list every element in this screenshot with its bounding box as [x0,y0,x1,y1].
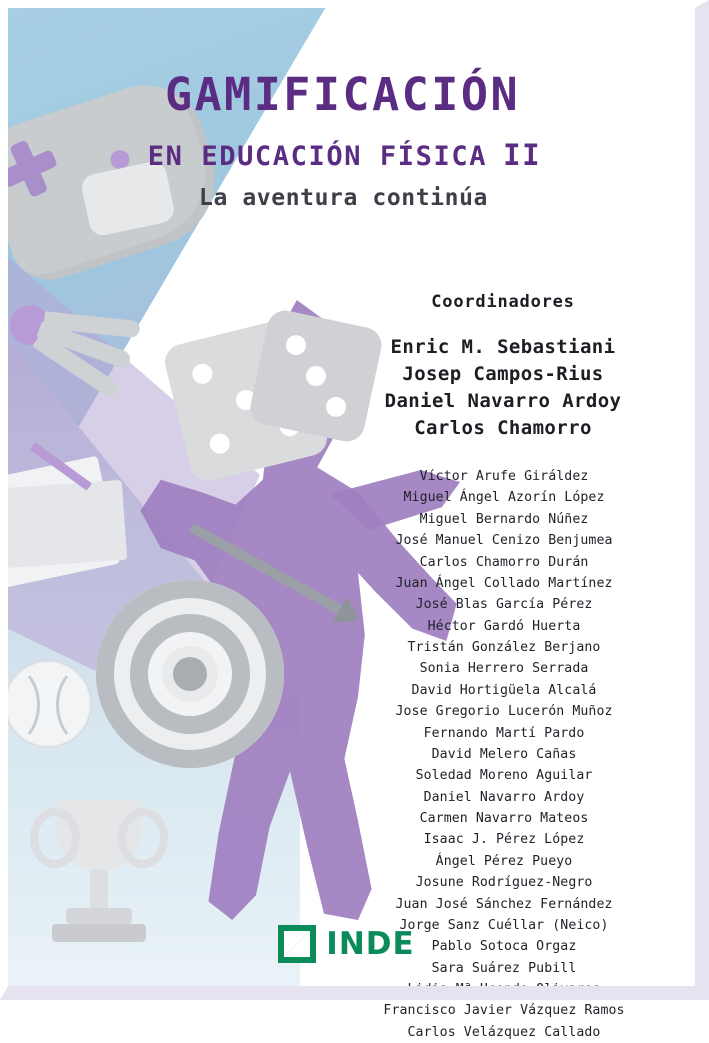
author-name: Francisco Javier Vázquez Ramos [383,1003,625,1019]
author-name: Miguel Ángel Azorín López [403,490,605,506]
author-name: Juan Ángel Collado Martínez [395,575,613,591]
coordinator-name: Daniel Navarro Ardoy [384,389,622,412]
author-name: Daniel Navarro Ardoy [423,789,585,805]
author-name: Carlos Chamorro Durán [419,554,589,570]
author-name: Víctor Arufe Giráldez [419,469,589,484]
coordinator-name: Josep Campos-Rius [402,362,604,385]
publisher-logo [0,925,709,963]
book-subtitle [0,138,709,172]
author-name: José Manuel Cenizo Benjumea [395,533,613,549]
author-name: José Blas García Pérez [415,597,593,613]
book-volume: II [503,138,542,172]
author-name: Héctor Gardó Huerta [427,618,581,634]
author-name: Juan José Sánchez Fernández [395,896,613,912]
author-name: Miguel Bernardo Núñez [419,511,589,527]
author-name: Isaac J. Pérez López [423,832,585,848]
author-name: Soledad Moreno Aguilar [415,768,593,784]
author-name: Fernando Martí Pardo [423,725,585,741]
author-name: Carlos Velázquez Callado [407,1024,601,1040]
book-title: GAMIFICACIÓN [164,68,521,121]
author-name: Carmen Navarro Mateos [419,811,589,826]
publisher-name: INDE [326,926,415,962]
author-name: Jorge Sanz Cuéllar (Neico) [399,917,609,933]
author-name: Tristán González Berjano [407,640,601,655]
author-name: Pablo Sotoca Orgaz [431,939,577,955]
author-name: Ángel Pérez Pueyo [435,853,573,869]
book-tagline: La aventura continúa [199,185,488,211]
coordinators-label: Coordinadores [431,292,575,312]
author-name: Jose Gregorio Lucerón Muñoz [395,704,613,720]
inde-logo-icon [278,925,316,963]
coordinators-block [320,292,686,442]
author-name: Sara Suárez Pubill [431,960,577,976]
book-subtitle-text: EN EDUCACIÓN FÍSICA [147,141,488,172]
author-name: David Hortigüela Alcalá [411,682,597,698]
author-name: Lidia Mª Ucendo Olivares [407,982,601,997]
author-name: Sonia Herrero Serrada [419,661,589,677]
author-name: Josune Rodríguez-Negro [415,875,593,891]
author-name: David Melero Cañas [431,746,577,762]
coordinator-name: Carlos Chamorro [414,416,592,439]
coordinator-name: Enric M. Sebastiani [390,336,616,358]
